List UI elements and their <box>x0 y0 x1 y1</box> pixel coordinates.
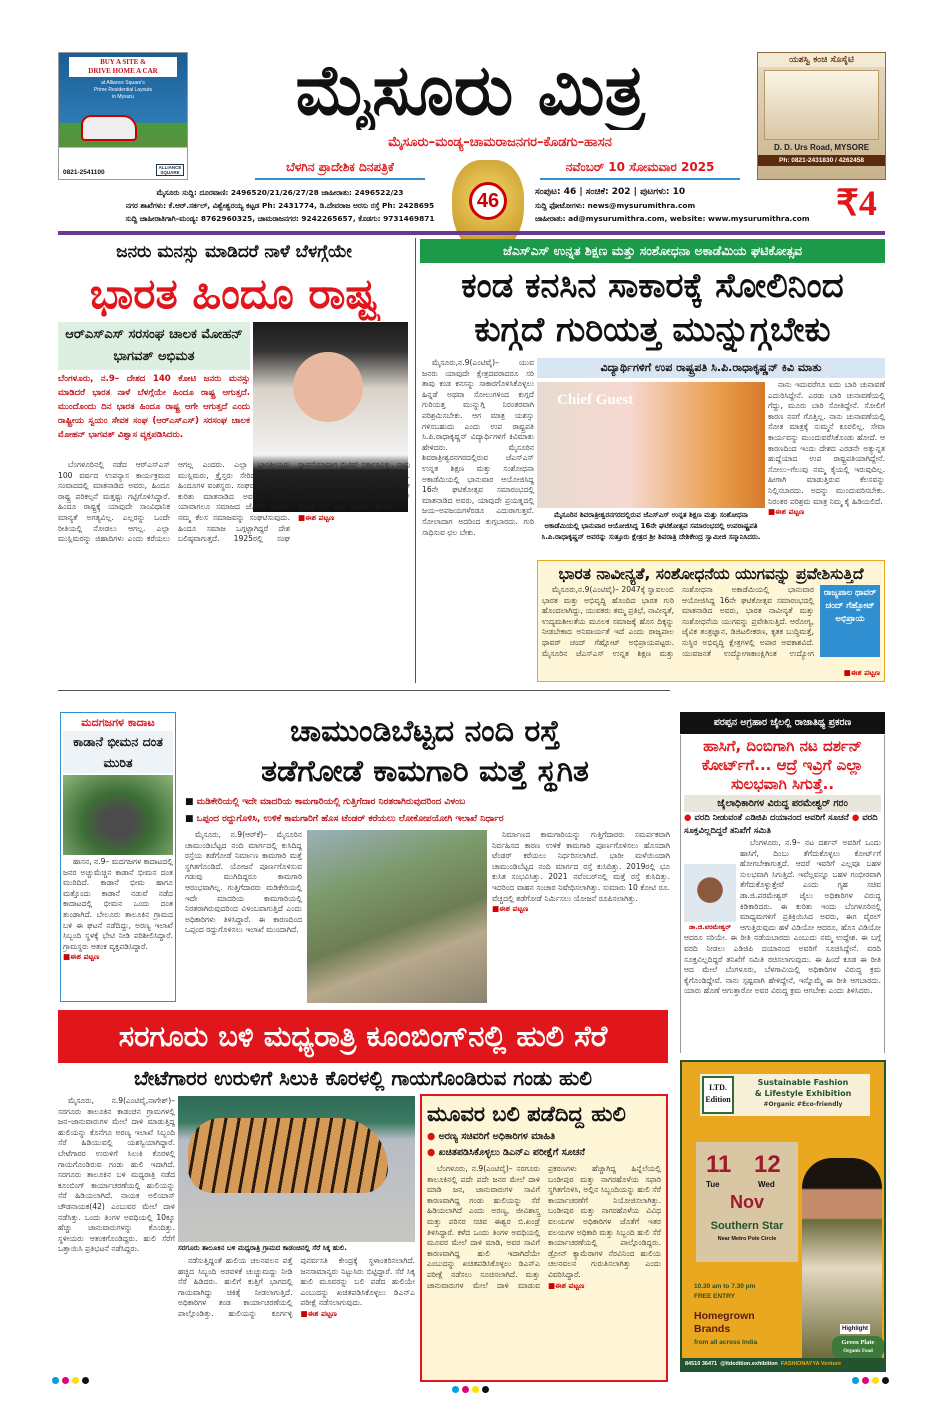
registration-marks <box>452 1386 492 1394</box>
ad-time: 10.30 am to 7.30 pm <box>694 1283 756 1290</box>
photo-caption: ಡಾ.ಜಿ.ಪರಮೇಶ್ವರ್ <box>689 923 731 931</box>
article-text: ಬೆಂಗಳೂರಿನಲ್ಲಿ ನಡೆದ ಆರ್‌ಎಸ್‌ಎಸ್ 100 ವರ್ಷದ ಉಪನ್ಯಾಸ ಕಾರ್ಯಕ್ರಮದ ಸಂವಾದದಲ್ಲಿ ಮಾತನಾಡಿದ ಅವರು, ಹಿಂದೂ ರಾಷ್ಟ್ರ ಪರಿಕಲ್ಪನೆ ಮತ್ತಷ್ಟು ಗಟ್ಟಿಗೊಳಿಸಿದ್ದಾರೆ. ಹಿಂದೂ ರಾಷ್ಟ್ರಕ್ಕೆ ಯಾವುದೇ ಸಾಂವಿಧಾನಿಕ ಮಾನ್ಯತೆ ಅಗತ್ಯವಿಲ್ಲ. ಎಲ್ಲರನ್ನು ಒಂದೇ ರೀತಿಯಲ್ಲಿ ನೋಡಲು ಆಗಲ್ಲ. ಎಲ್ಲಾ ಮುಸ್ಲಿಮರನ್ನು ಜಿಹಾದಿಗಳು ಎಂದು ಕರೆಯಲು ಆಗಲ್ಲ ಎಂದರು. ಎಲ್ಲಾ ಭಾರತೀಯರು ಮುಸ್ಲಿಮರು, ಕ್ರೈಸ್ತರು ಸೇರಿದಂತೆ ಎಲ್ಲರೂ ಹಿಂದೂಗಳ ವಂಶಸ್ಥರು. ಸಂಘದ ಬಗ್ಗೆ ಟೀಕೆಗಳ ಕುರಿತು ಮಾತನಾಡಿದ ಅವರು, ಸಂಘವು ಯಾವಾಗಲೂ ಸಮಾಜದ ಜೊತೆಗೆ ನಿಂತಿದೆ. ನಮ್ಮ ಕೆಲಸ ಸಮಾಜವನ್ನು ಸಂಘಟಿಸುವುದು. ಹಿಂದೂ ಸಮಾಜ ಒಗ್ಗಟ್ಟಾಗಿದ್ದರೆ ದೇಶ ಬಲಿಷ್ಠವಾಗುತ್ತದೆ. 1925ರಲ್ಲಿ ಸಂಘ ಸ್ಥಾಪನೆಯಾದಾಗ ಬ್ರಿಟಿಷ್ ಸರ್ಕಾರವಿತ್ತು. ನಾವು ಬ್ರಿಟಿಷರ ವಿರುದ್ಧ ಹೋರಾಟ ನಡೆಸಿದ್ದೇವೆ. ಸ್ವತಂತ್ರ ಭಾರತದ ಸರ್ಕಾರದ ಜೊತೆಗೆ ಸಂಘ ಯಾವುದೇ ಸಂಘರ್ಷ ಮಾಡಿಲ್ಲ. ಆರ್‌ಎಸ್‌ಎಸ್ ಸ್ವತಂತ್ರ ಸಂಸ್ಥೆ ಎಂದು ಕೋರ್ಟ್ ಹೇಳಿದೆ. <box>58 460 410 544</box>
ad-yashasvi[interactable] <box>757 52 886 180</box>
article-text: ಮೈಸೂರು,ನ.9(ಎಂಟಿವೈ)– ಯುವ ಜನರು ಯಾವುದೇ ಕ್ಷೇತ್ರದವರಾದರೂ ಸರಿ ತಾವು ಕಂಡ ಕನಸನ್ನು ಸಾಕಾರಗೊಳಿಸಿಕೊಳ್ಳಲು ಹಿನ್ನಡೆ ಅಥವಾ ಸೋಲುಗಳಿಂದ ಕುಗ್ಗದೆ ಗುರಿಯತ್ತ ಮುನ್ನುಗ್ಗಿ ನಿರಂತರವಾಗಿ ಪರಿಶ್ರಮಿಸಬೇಕು. ಆಗ ಮಾತ್ರ ಯಶಸ್ಸು ಗಳಿಸಬಹುದು ಎಂದು ಉಪ ರಾಷ್ಟ್ರಪತಿ ಸಿ.ಪಿ.ರಾಧಾಕೃಷ್ಣನ್ ವಿದ್ಯಾರ್ಥಿಗಳಿಗೆ ಕಿವಿಮಾತು ಹೇಳಿದರು. ಮೈಸೂರಿನ ಶಿವರಾತ್ರೀಶ್ವರನಗರದಲ್ಲಿರುವ ಜೆಎಸ್‌ಎಸ್ ಉನ್ನತ ಶಿಕ್ಷಣ ಮತ್ತು ಸಂಶೋಧನಾ ಅಕಾಡೆಮಿಯಲ್ಲಿ ಭಾನುವಾರ ಆಯೋಜಿಸಿದ್ದ 16ನೇ ಘಟಿಕೋತ್ಸವ ಸಮಾರಂಭದಲ್ಲಿ ಮಾತನಾಡಿದ ಅವರು, ಯಾವುದೇ ಪ್ರಯತ್ನದಲ್ಲಿ ಜಯ–ಅಪಜಯಗಳೆರಡೂ ಎದುರಾಗುತ್ತವೆ. ಸೋಲಾದಾಗ ಅದರಿಂದ ಕುಗ್ಗಬಾರದು. ಗುರಿ ಸಾಧಿಸುವ ಛಲ ಬೇಕು. <box>422 358 534 537</box>
three-killed-headline: ಮೂವರ ಬಲಿ ಪಡೆದಿದ್ದ ಹುಲಿ <box>427 1102 626 1126</box>
elephant-headline: ಕಾಡಾನೆ ಭೀಮನ ದಂತ ಮುರಿತ <box>63 731 173 773</box>
date-day: 11 <box>706 1151 732 1178</box>
chamundi-headline-2: ತಡೆಗೋಡೆ ಕಾಮಗಾರಿ ಮತ್ತೆ ಸ್ಥಗಿತ <box>261 754 589 789</box>
byline: ■ಈಶ ಪಟ್ಟಣ <box>300 1308 337 1318</box>
contact-line: ಸುದ್ದಿ ಜಾಹೀರಾತಿಗಾಗಿ–ಮಂಡ್ಯ: 8762960325, ಚಾಮರಾಜನಗರ: 9242265657, ಕೊಡಗು: 9731469871 <box>125 214 435 223</box>
ad-title: Sustainable Fashion <box>757 1078 849 1087</box>
ad-brands: Brands <box>694 1323 731 1335</box>
rss-body <box>58 460 410 680</box>
three-killed-body <box>427 1164 661 1376</box>
tiger-body-mid <box>178 1256 415 1381</box>
registration-marks <box>852 1377 892 1385</box>
ad-tags: #Organic #Eco-friendly <box>763 1101 843 1108</box>
anniversary-number: 46 <box>469 182 507 220</box>
ad-text: in Mysuru <box>112 94 134 100</box>
darshan-subhead: ಜೈಲಾಧಿಕಾರಿಗಳ ವಿರುದ್ಧ ಪರಮೇಶ್ವರ್ ಗರಂ <box>684 795 881 812</box>
rss-lede: ಬೆಂಗಳೂರು, ನ.9– ದೇಶದ 140 ಕೋಟಿ ಜನರು ಮನಸ್ಸು ಮಾಡಿದರೆ ಭಾರತ ನಾಳೆ ಬೆಳಗ್ಗೆಯೇ ಹಿಂದೂ ರಾಷ್ಟ್ರ ಆಗುತ್ತದೆ. ಮುಂದೊಂದು ದಿನ ಭಾರತ ಹಿಂದೂ ರಾಷ್ಟ್ರ ಆಗೇ ಆಗುತ್ತದೆ ಎಂದು ರಾಷ್ಟ್ರೀಯ ಸ್ವಯಂ ಸೇವಕ ಸಂಘ (ಆರ್‌ಎಸ್‌ಎಸ್) ಸರಸಂಘ ಚಾಲಕ ಮೋಹನ್ ಭಾಗವತ್ ವಿಶ್ವಾಸ ವ್ಯಕ್ತಪಡಿಸಿದರು. <box>58 374 250 440</box>
byline: ■ಈಶ ಪಟ್ಟಣ <box>548 1280 585 1290</box>
car-image <box>81 115 137 141</box>
ad-brand: ALLIANCE SQUARE <box>156 164 184 176</box>
governor-inset: ರಾಜ್ಯಪಾಲ ಥಾವರ್ ಚಂದ್ ಗೆಹ್ಲೋಟ್ ಅಭಿಪ್ರಾಯ <box>820 585 880 657</box>
contact-line: ಮೈಸೂರು ಸುದ್ದಿ: ದೂರವಾಣಿ: 2496520/21/26/27/28 ಜಾಹೀರಾತು: 2496522/23 <box>156 188 404 197</box>
darshan-bullet: ● ವರದಿ ನೀಡುವಂತೆ ಎಡಿಜಿಪಿ ದಯಾನಂದ ಅವರಿಗೆ ಸೂಚನೆ <box>684 813 849 823</box>
price: ₹4 <box>836 183 877 223</box>
ad-brands: from all across India <box>694 1339 758 1346</box>
article-text: ನಾನು ಇದುವರೆಗೂ ಐದು ಬಾರಿ ಚುನಾವಣೆ ಎದುರಿಸಿದ್ದೇನೆ. ಎರಡು ಬಾರಿ ಚುನಾವಣೆಯಲ್ಲಿ ಗೆದ್ದು, ಮೂರು ಬಾರಿ ಸೋತಿದ್ದೇನೆ. ಸೋಲಿಗೆ ಕಾರಣ ನನಗೆ ಗೊತ್ತಿಲ್ಲ. ನಾನು ಚುನಾವಣೆಯಲ್ಲಿ ಸೋತ ಮಾತ್ರಕ್ಕೆ ಸುಮ್ಮನೆ ಕೂರಲಿಲ್ಲ. ಸೇವಾ ಕಾರ್ಯವನ್ನು ಮುಂದುವರೆಸಿಕೊಂಡು ಹೋದೆ. ಆ ಕಾರಣದಿಂದ ಇಂದು ದೇಶದ ಎರಡನೇ ಅತ್ಯುನ್ನತ ಹುದ್ದೆಯಾದ ಉಪ ರಾಷ್ಟ್ರಪತಿಯಾಗಿದ್ದೇನೆ. ಸೋಲು–ಗೆಲುವು ನಮ್ಮ ಕೈಯಲ್ಲಿ ಇರುವುದಿಲ್ಲ. ಹೀಗಾಗಿ ಮಾಡುತ್ತಿರುವ ಕೆಲಸವನ್ನು ನಿಲ್ಲಿಸಬಾರದು. ಅದನ್ನು ಮುಂದುವರಿಸಬೇಕು. ನಿರಂತರ ಪರಿಶ್ರಮ ಮಾತ್ರ ನಿಮ್ಮ ಕೈ ಹಿಡಿಯಲಿದೆ. <box>768 380 885 506</box>
innovation-box <box>537 560 885 682</box>
ad-venture: FASHIONAYYA Venture <box>780 1361 842 1367</box>
article-text: ಮೈಸೂರು,ನ.9(ಎಂಟಿವೈ)– 2047ಕ್ಕೆ ಸ್ವಾವಲಂಬಿ ಭಾರತ ಮತ್ತು ಅಭಿವೃದ್ಧಿ ಹೊಂದಿದ ಭಾರತ ಗುರಿ ಹೊಂದಲಾಗಿದ್ದು, ಯುವಕರು ತಮ್ಮ ಪ್ರತಿಭೆ, ನಾವೀನ್ಯತೆ, ಉದ್ಯಮಶೀಲತೆಯ ಮೂಲಕ ಸಮಾಜಕ್ಕೆ ಹೊಸ ದಿಕ್ಕನ್ನು ನೀಡಬೇಕಾದ ಅನಿವಾರ್ಯತೆ ಇದೆ ಎಂದು ರಾಜ್ಯಪಾಲ ಥಾವರ್ ಚಂದ್ ಗೆಹ್ಲೋಟ್ ಅಭಿಪ್ರಾಯಪಟ್ಟರು. ಮೈಸೂರಿನ ಜೆಎಸ್‌ಎಸ್ ಉನ್ನತ ಶಿಕ್ಷಣ ಮತ್ತು ಸಂಶೋಧನಾ ಅಕಾಡೆಮಿಯಲ್ಲಿ ಭಾನುವಾರ ಆಯೋಜಿಸಿದ್ದ 16ನೇ ಘಟಿಕೋತ್ಸವ ಸಮಾರಂಭದಲ್ಲಿ ಮಾತನಾಡಿದ ಅವರು, ಭಾರತ ನಾವೀನ್ಯತೆ ಮತ್ತು ಸಂಶೋಧನೆಯ ಯುಗವನ್ನು ಪ್ರವೇಶಿಸುತ್ತಿದೆ. ಆರೋಗ್ಯ, ಜೈವಿಕ ತಂತ್ರಜ್ಞಾನ, ಡಿಜಿಟಲೀಕರಣ, ಕೃತಕ ಬುದ್ಧಿಮತ್ತೆ, ಸುಸ್ಥಿರ ಅಭಿವೃದ್ಧಿ ಕ್ಷೇತ್ರಗಳಲ್ಲಿ ಅಪಾರ ಅವಕಾಶವಿದೆ. ಯುವಜನತೆ ಉದ್ಯೋಗಾಕಾಂಕ್ಷಿಗಿಂತ ಉದ್ಯೋಗ <box>542 585 814 658</box>
jss-caption: ಮೈಸೂರಿನ ಶಿವರಾತ್ರೀಶ್ವರನಗರದಲ್ಲಿರುವ ಜೆಎಸ್‌ಎಸ್ ಉನ್ನತ ಶಿಕ್ಷಣ ಮತ್ತು ಸಂಶೋಧನಾ ಅಕಾಡೆಮಿಯಲ್ಲಿ ಭಾನುವಾರ ಆಯೋಜಿಸಿದ್ದ 16ನೇ ಘಟಿಕೋತ್ಸವ ಸಮಾರಂಭದಲ್ಲಿ ಉಪರಾಷ್ಟ್ರಪತಿ ಸಿ.ಪಿ.ರಾಧಾಕೃಷ್ಣನ್ ಅವರನ್ನು ಸುತ್ತೂರು ಕ್ಷೇತ್ರದ ಶ್ರೀ ಶಿವರಾತ್ರಿ ದೇಶಿಕೇಂದ್ರ ಸ್ವಾಮೀಜಿ ಸನ್ಮಾನಿಸಿದರು. <box>541 511 761 541</box>
article-text: ಮೈಸೂರು, ನ.9(ಎಂಟಿವೈ,ನಾಗೇಶ್)– ಸರಗೂರು ತಾಲೂಕಿನ ಕಾಡಂಚಿನ ಗ್ರಾಮಗಳಲ್ಲಿ ಜನ–ಜಾನುವಾರುಗಳ ಮೇಲೆ ದಾಳಿ ಮಾಡುತ್ತಿದ್ದ ಹುಲಿಯನ್ನು ಕೊನೆಗೂ ಅರಣ್ಯ ಇಲಾಖೆ ಸಿಬ್ಬಂದಿ ಸೆರೆ ಹಿಡಿಯುವಲ್ಲಿ ಯಶಸ್ವಿಯಾಗಿದ್ದಾರೆ. ಬೇಟೆಗಾರರ ಉರುಳಿಗೆ ಸಿಲುಕಿ ಕೊರಳಲ್ಲಿ ಗಾಯಗೊಂಡಿರುವ ಗಂಡು ಹುಲಿ ಇದಾಗಿದೆ. ಸರಗೂರು ತಾಲೂಕಿನ ಬಳಿ ಮಧ್ಯರಾತ್ರಿ ನಡೆದ ಕೂಂಬಿಂಗ್ ಕಾರ್ಯಾಚರಣೆಯಲ್ಲಿ ಹುಲಿಯನ್ನು ಸೆರೆ ಹಿಡಿಯಲಾಗಿದೆ. ನಾಯಕ ಅಲಿಯಾಸ್ ಚೌಡನಾಯಕ(42) ಎಂಬುವರ ಮೇಲೆ ದಾಳಿ ನಡೆಸಿತ್ತು. ಒಂದು ತಿಂಗಳ ಅವಧಿಯಲ್ಲಿ 10ಕ್ಕೂ ಹೆಚ್ಚು ಜಾನುವಾರುಗಳನ್ನು ಕೊಂದಿತ್ತು. ಸ್ಥಳೀಯರು ಆತಂಕಗೊಂಡಿದ್ದರು. ಹುಲಿ ಸೆರೆಗೆ ಒತ್ತಾಯಿಸಿ ಪ್ರತಿಭಟನೆ ನಡೆಸಿದ್ದರು. <box>58 1096 175 1254</box>
ad-ltd-edition[interactable] <box>680 1060 886 1372</box>
venue: Southern Star <box>710 1220 784 1232</box>
chamundi-headline-1: ಚಾಮುಂಡಿಬೆಟ್ಟದ ನಂದಿ ರಸ್ತೆ <box>290 714 560 749</box>
elephant-photo <box>63 775 173 855</box>
byline: ■ಈಶ ಪಟ್ಟಣ <box>63 952 100 962</box>
tiger-caption: ಸರಗೂರು ತಾಲೂಕಿನ ಬಳಿ ಮಧ್ಯರಾತ್ರಿ ಗ್ರಾಮದ ಕಾಡಂಚಿನಲ್ಲಿ ಸೆರೆ ಸಿಕ್ಕ ಹುಲಿ. <box>178 1244 347 1252</box>
ad-entry: FREE ENTRY <box>694 1293 735 1300</box>
ad-social: @ltdedition.exhibition <box>720 1361 778 1367</box>
ad-phone: 0821-2541100 <box>63 169 105 176</box>
green-plate-badge: Green Plate Organic Food <box>832 1336 884 1358</box>
elephant-box <box>60 712 176 1002</box>
issue-volume: ಸಂಪುಟ: 46 | ಸಂಚಿಕೆ: 202 | ಪುಟಗಳು: 10 <box>535 187 686 197</box>
newspaper-title: ಮೈಸೂರು ಮಿತ್ರ <box>295 50 645 130</box>
byline: ■ಈಶ ಪಟ್ಟಣ <box>768 507 805 517</box>
three-killed-bullet: ● ಅರಣ್ಯ ಸಚಿವರಿಗೆ ಅಧಿಕಾರಿಗಳ ಮಾಹಿತಿ <box>427 1129 661 1145</box>
darshan-banner: ಪರಪ್ಪನ ಅಗ್ರಹಾರ ಜೈಲಲ್ಲಿ ರಾಜಾತಿಥ್ಯ ಪ್ರಕರಣ <box>680 712 885 734</box>
jss-body-right <box>768 380 885 558</box>
jss-headline-2: ಕುಗ್ಗದೆ ಗುರಿಯತ್ತ ಮುನ್ನುಗ್ಗಬೇಕು <box>474 310 831 350</box>
venue-sub: Near Metro Pole Circle <box>717 1236 777 1242</box>
tiger-photo <box>178 1096 415 1242</box>
chamundi-body-right <box>492 830 670 1003</box>
ad-address: D. D. Urs Road, MYSORE <box>773 143 870 152</box>
ad-title: ಯಶಸ್ವಿ ಕಂಚಿ ಸೊಸೈಟಿ <box>758 53 885 67</box>
ad-phone: Ph: 0821-2431830 / 4262458 <box>758 155 885 166</box>
rss-headline: ಭಾರತ ಹಿಂದೂ ರಾಷ್ಟ್ರ <box>89 269 379 318</box>
darshan-box <box>680 735 885 1053</box>
tiger-body-left <box>58 1096 175 1381</box>
parameshwar-photo-block <box>684 864 736 933</box>
photo-banner-text: Chief Guest <box>557 392 634 408</box>
rss-kicker: ಜನರು ಮನಸ್ಸು ಮಾಡಿದರೆ ನಾಳೆ ಬೆಳಗ್ಗೆಯೇ <box>116 242 352 262</box>
ad-text: at Alliance Square's <box>101 80 145 86</box>
date-scroll <box>696 1142 798 1262</box>
article-text: ನಡೆಸುತ್ತಿದ್ದಂತೆ ಹುಲಿಯ ಚಲನವಲನ ಪತ್ತೆ ಹಚ್ಚಿದ ಸಿಬ್ಬಂದಿ ಅರವಳಿಕೆ ಚುಚ್ಚುಮದ್ದು ನೀಡಿ ಸೆರೆ ಹಿಡಿದರು. ಹುಲಿಗೆ ಕುತ್ತಿಗೆ ಭಾಗದಲ್ಲಿ ಗಾಯವಾಗಿದ್ದು ಚಿಕಿತ್ಸೆ ನೀಡಲಾಗುತ್ತಿದೆ. ಅಧಿಕಾರಿಗಳ ತಂಡ ಕಾರ್ಯಾಚರಣೆಯಲ್ಲಿ ಪಾಲ್ಗೊಂಡಿತ್ತು. ಹುಲಿಯನ್ನು ಕೂರ್ಗಳ್ಳಿ ಪುನರ್ವಸತಿ ಕೇಂದ್ರಕ್ಕೆ ಸ್ಥಳಾಂತರಿಸಲಾಗಿದೆ. ಜನಸಾಮಾನ್ಯರು ನಿಟ್ಟುಸಿರು ಬಿಟ್ಟಿದ್ದಾರೆ. ಸೆರೆ ಸಿಕ್ಕ ಹುಲಿ ಮೂವರನ್ನು ಬಲಿ ಪಡೆದ ಹುಲಿಯೇ ಎಂಬುದನ್ನು ಖಚಿತಪಡಿಸಿಕೊಳ್ಳಲು ಡಿಎನ್‌ಎ ಪರೀಕ್ಷೆ ನಡೆಸಲಾಗುವುದು. <box>178 1256 415 1318</box>
date-weekday: Tue <box>706 1180 720 1189</box>
chamundi-bullet: ■ ಒಪ್ಪಂದ ರದ್ದುಗೊಳಿಸಿ, ಉಳಿಕೆ ಕಾಮಗಾರಿಗೆ ಹೊಸ ಟೆಂಡರ್ ಕರೆಯಲು ಲೋಕೋಪಯೋಗಿ ಇಲಾಖೆ ನಿರ್ಧಾರ <box>185 814 504 824</box>
masthead-rule <box>58 231 885 235</box>
date-day: 12 <box>754 1151 781 1178</box>
section-rule <box>58 690 670 691</box>
elephant-kicker: ಮದಗಜಗಳ ಕಾದಾಟ <box>81 716 155 729</box>
date-weekday: Wed <box>758 1180 775 1189</box>
rss-subhead: ಆರ್‌ಎಸ್‌ಎಸ್ ಸರಸಂಘ ಚಾಲಕ ಮೋಹನ್ ಭಾಗವತ್ ಅಭಿಮತ <box>58 322 250 370</box>
three-killed-box <box>420 1094 668 1382</box>
jss-subhead: ವಿದ್ಯಾರ್ಥಿಗಳಿಗೆ ಉಪ ರಾಷ್ಟ್ರಪತಿ ಸಿ.ಪಿ.ರಾಧಾಕೃಷ್ಣನ್ ಕಿವಿ ಮಾತು <box>537 358 885 378</box>
news-email: ಸುದ್ದಿ ಫೋಟೋಗಳು: news@mysurumithra.com <box>535 201 696 210</box>
tiger-subhead: ಬೇಟೆಗಾರರ ಉರುಳಿಗೆ ಸಿಲುಕಿ ಕೊರಳಲ್ಲಿ ಗಾಯಗೊಂಡಿರುವ ಗಂಡು ಹುಲಿ <box>134 1066 592 1090</box>
jss-body-left <box>422 358 534 558</box>
regions-line: ಮೈಸೂರು–ಮಂಡ್ಯ–ಚಾಮರಾಜನಗರ–ಕೊಡಗು–ಹಾಸನ <box>388 135 612 150</box>
ad-highlight: Highlight <box>842 1326 868 1332</box>
three-killed-bullet: ● ಖಚಿತಪಡಿಸಿಕೊಳ್ಳಲು ಡಿಎನ್‌ಎ ಪರೀಕ್ಷೆಗೆ ಸೂಚನೆ <box>427 1145 661 1161</box>
article-text: ಮೈಸೂರು, ನ.9(ಆರ್‌ಕೆ)– ಮೈಸೂರಿನ ಚಾಮುಂಡಿಬೆಟ್ಟದ ನಂದಿ ಮಾರ್ಗದಲ್ಲಿ ಕುಸಿದಿದ್ದ ರಸ್ತೆಯ ತಡೆಗೋಡೆ ನಿರ್ಮಾಣ ಕಾಮಗಾರಿ ಮತ್ತೆ ಸ್ಥಗಿತಗೊಂಡಿದೆ. ಯೋಜನೆ ಪೂರ್ಣಗೊಳಿಸುವ ಗಡುವು ಮುಗಿದಿದ್ದರೂ ಕಾಮಗಾರಿ ಆರಂಭವಾಗಿಲ್ಲ. ಗುತ್ತಿಗೆದಾರರು ಮಡಿಕೇರಿಯಲ್ಲಿ ಇದೇ ಮಾದರಿಯ ಕಾಮಗಾರಿಯಲ್ಲಿ ನಿರತರಾಗಿರುವುದರಿಂದ ವಿಳಂಬವಾಗುತ್ತಿದೆ ಎಂದು ಅಧಿಕಾರಿಗಳು ತಿಳಿಸಿದ್ದಾರೆ. ಈ ಕಾರಣದಿಂದ ಒಪ್ಪಂದ ರದ್ದುಗೊಳಿಸಲು ಇಲಾಖೆ ಮುಂದಾಗಿದೆ. <box>185 830 302 935</box>
issue-date: ನವೆಂಬರ್ 10 ಸೋಮವಾರ 2025 <box>540 160 740 180</box>
ad-alliance-square[interactable] <box>58 52 188 180</box>
byline: ■ಈಶ ಪಟ್ಟಣ <box>298 512 335 522</box>
innovation-headline: ಭಾರತ ನಾವೀನ್ಯತೆ, ಸಂಶೋಧನೆಯ ಯುಗವನ್ನು ಪ್ರವೇಶಿಸುತ್ತಿದೆ <box>558 565 864 583</box>
column-divider <box>415 238 416 683</box>
jss-headline-1: ಕಂಡ ಕನಸಿನ ಸಾಕಾರಕ್ಕೆ ಸೋಲಿನಿಂದ <box>461 266 844 306</box>
article-text: ನಿರ್ಮಾಣದ ಕಾಮಗಾರಿಯನ್ನು ಗುತ್ತಿಗೆದಾರರು ಸಮರ್ಪಕವಾಗಿ ನಿರ್ವಹಿಸದ ಕಾರಣ ಉಳಿಕೆ ಕಾಮಗಾರಿ ಪೂರ್ಣಗೊಳಿಸಲು ಹೊಸದಾಗಿ ಟೆಂಡರ್ ಕರೆಯಲು ನಿರ್ಧರಿಸಲಾಗಿದೆ. ಭಾರೀ ಮಳೆಯಿಂದಾಗಿ ಚಾಮುಂಡಿಬೆಟ್ಟದ ನಂದಿ ಮಾರ್ಗದ ರಸ್ತೆ ಕುಸಿದಿತ್ತು. 2019ರಲ್ಲಿ ಭೂ ಕುಸಿತ ಸಂಭವಿಸಿತ್ತು. 2021 ನವೆಂಬರ್‌ನಲ್ಲಿ ಮತ್ತೆ ರಸ್ತೆ ಕುಸಿದಿತ್ತು. ಇದರಿಂದ ವಾಹನ ಸಂಚಾರ ನಿಷೇಧಿಸಲಾಗಿತ್ತು. ಸುಮಾರು 10 ಕೋಟಿ ರೂ. ವೆಚ್ಚದಲ್ಲಿ ತಡೆಗೋಡೆ ನಿರ್ಮಿಸಲು ಯೋಜನೆ ರೂಪಿಸಲಾಗಿತ್ತು. <box>492 830 670 903</box>
byline: ■ಈಶ ಪಟ್ಟಣ <box>843 668 880 677</box>
ad-text: Prime Residential Layouts <box>93 87 153 93</box>
jss-banner: ಜೆಎಸ್‌ಎಸ್ ಉನ್ನತ ಶಿಕ್ಷಣ ಮತ್ತು ಸಂಶೋಧನಾ ಅಕಾಡೆಮಿಯ ಘಟಿಕೋತ್ಸವ <box>420 239 885 263</box>
ad-headline: BUY A SITE & DRIVE HOME A CAR <box>69 57 177 77</box>
convocation-photo <box>537 382 765 508</box>
showroom-image <box>764 70 879 140</box>
chamundi-bullet: ■ ಮಡಿಕೇರಿಯಲ್ಲಿ ಇದೇ ಮಾದರಿಯ ಕಾಮಗಾರಿಯಲ್ಲಿ ಗುತ್ತಿಗೆದಾರ ನಿರತರಾಗಿರುವುದರಿಂದ ವಿಳಂಬ <box>185 797 466 807</box>
registration-marks <box>52 1377 92 1385</box>
ad-brands: Homegrown <box>694 1310 755 1322</box>
contact-line: ನಗರ ಶಾಖೆಗಳು: ಕೆ.ಆರ್.ಸರ್ಕಲ್, ವಿಶ್ವೇಶ್ವರಯ್ಯ ಕಟ್ಟಡ Ph: 2431774, ಡಿ.ದೇವರಾಜ ಅರಸು ರಸ್ತೆ Ph: 2428695 <box>125 201 435 210</box>
article-text: ಬೆಂಗಳೂರು, ನ.9(ಎಂಟಿವೈ)– ಸರಗೂರು ತಾಲೂಕಿನಲ್ಲಿ ಪದೇ ಪದೇ ಜನರ ಮೇಲೆ ದಾಳಿ ಮಾಡಿ ಜನ, ಜಾನುವಾರುಗಳ ಸಾವಿಗೆ ಕಾರಣವಾಗಿದ್ದ ಗಂಡು ಹುಲಿಯನ್ನು ಸೆರೆ ಹಿಡಿಯಲಾಗಿದೆ ಎಂದು ಅರಣ್ಯ, ಜೀವಿಶಾಸ್ತ್ರ ಮತ್ತು ಪರಿಸರ ಸಚಿವ ಈಶ್ವರ ಬಿ.ಖಂಡ್ರೆ ತಿಳಿಸಿದ್ದಾರೆ. ಕಳೆದ ಒಂದು ತಿಂಗಳ ಅವಧಿಯಲ್ಲಿ ಮೂವರ ಮೇಲೆ ದಾಳಿ ಮಾಡಿ, ಅವರ ಸಾವಿಗೆ ಕಾರಣವಾಗಿದ್ದ ಹುಲಿ ಇದಾಗಿದೆಯೇ ಎಂಬುದನ್ನು ಖಚಿತಪಡಿಸಿಕೊಳ್ಳಲು ಡಿಎನ್‌ಎ ಪರೀಕ್ಷೆ ನಡೆಸಲು ಸೂಚಿಸಲಾಗಿದೆ. ಮತ್ತು ಜಾನುವಾರುಗಳ ಮೇಲೆ ದಾಳಿ ಮಾಡುವ ಪ್ರಕರಣಗಳು ಹೆಚ್ಚಾಗಿದ್ದ ಹಿನ್ನೆಲೆಯಲ್ಲಿ ಬಂಡೀಪುರ ಮತ್ತು ನಾಗರಹೊಳೆಯ ಸಫಾರಿ ಸ್ಥಗಿತಗೊಳಿಸಿ, ಅಲ್ಲಿನ ಸಿಬ್ಬಂದಿಯನ್ನು ಹುಲಿ ಸೆರೆ ಕಾರ್ಯಾಚರಣೆಗೆ ನಿಯೋಜಿಸಲಾಗಿತ್ತು. ಬಂಡೀಪುರ ಮತ್ತು ನಾಗರಹೊಳೆಯ ವಿವಿಧ ವಲಯಗಳ ಅಧಿಕಾರಿಗಳ ಜೊತೆಗೆ ಇತರ ವಲಯಗಳ ಅಧಿಕಾರಿ ಮತ್ತು ಸಿಬ್ಬಂದಿ ಹುಲಿ ಸೆರೆ ಕಾರ್ಯಾಚರಣೆಯಲ್ಲಿ ಪಾಲ್ಗೊಂಡಿದ್ದರು. ಡ್ರೋನ್ ಕ್ಯಾಮೆರಾಗಳ ನೆರವಿನಿಂದ ಹುಲಿಯ ಚಲನವಲನ ಗುರುತಿಸಲಾಗಿತ್ತು ಎಂದು ವಿವರಿಸಿದ್ದಾರೆ. <box>427 1164 661 1290</box>
parameshwar-photo <box>684 864 736 922</box>
ad-title: & Lifestyle Exhibition <box>754 1089 852 1098</box>
date-month: Nov <box>729 1192 764 1212</box>
darshan-bullet: ● ವರದಿ ಸೂಕ್ತವಿಲ್ಲದಿದ್ದರೆ ತನಿಖೆಗೆ ಸಮಿತಿ <box>684 813 878 836</box>
retaining-wall-photo <box>307 830 487 1003</box>
ad-email: ಜಾಹೀರಾತು: ad@mysurumithra.com, website: www.mysurumithra.com <box>535 214 810 223</box>
article-text: ಬೆಂಗಳೂರು, ನ.9– ನಟ ದರ್ಶನ್ ಅವರಿಗೆ ಒಂದು ಹಾಸಿಗೆ, ದಿಂಬು ತೆಗೆದುಕೊಳ್ಳಲು ಕೋರ್ಟ್‌ಗೆ ಹೋಗಬೇಕಾಗುತ್ತದೆ. ಆದರೆ ಇವರಿಗೆ ಎಲ್ಲವೂ ಬಹಳ ಸುಲಭವಾಗಿ ಸಿಗುತ್ತಿದೆ. ಇವೆಲ್ಲವನ್ನೂ ಬಹಳ ಗಂಭೀರವಾಗಿ ತೆಗೆದುಕೊಳ್ಳುತ್ತೇವೆ ಎಂದು ಗೃಹ ಸಚಿವ ಡಾ.ಜಿ.ಪರಮೇಶ್ವರ್ ಜೈಲು ಅಧಿಕಾರಿಗಳ ವಿರುದ್ಧ ಕಿಡಿಕಾರಿದರು. ಈ ಕುರಿತು ಇಂದು ಬೆಂಗಳೂರಿನಲ್ಲಿ ಮಾಧ್ಯಮಗಳಿಗೆ ಪ್ರತಿಕ್ರಿಯಿಸಿದ ಅವರು, ಈಗ ವೈರಲ್ ಆಗುತ್ತಿರುವುದು ಹಳೆ ವಿಡಿಯೋ ಆದರೂ, ಹೊಸ ವಿಡಿಯೋ ಆದರೂ ಸರಿಯೇ. ಈ ರೀತಿ ನಡೆಯಬಾರದು ಎಂಬುದು ನಮ್ಮ ಉದ್ದೇಶ. ಈ ಬಗ್ಗೆ ವರದಿ ನೀಡಲು ಎಡಿಜಿಪಿ ದಯಾನಂದ ಅವರಿಗೆ ಸೂಚಿಸಿದ್ದೇನೆ. ವರದಿ ಸೂಕ್ತವಿಲ್ಲದಿದ್ದರೆ ತನಿಖೆಗೆ ಸಮಿತಿ ರಚಿಸಲಾಗುವುದು. ಈ ಹಿಂದೆ ಕೂಡ ಈ ರೀತಿ ಆದ ಮೇಲೆ ಬೆಂಗಳೂರು, ಬೆಳಗಾವಿಯಲ್ಲಿ ಅಧಿಕಾರಿಗಳ ವಿರುದ್ಧ ಕ್ರಮ ಕೈಗೊಂಡಿದ್ದೇವೆ. ನಾನು ಸ್ಪಷ್ಟವಾಗಿ ಹೇಳಿದ್ದೇನೆ, ಇನ್ನೊಮ್ಮೆ ಈ ರೀತಿ ಆಗಬಾರದು. ಯಾರು ಹೊಣೆ ಆಗುತ್ತಾರೋ ಅವರ ವಿರುದ್ಧ ಕ್ರಮ ಆಗಬೇಕು ಎಂದು ತಿಳಿಸಿದರು. <box>684 838 881 996</box>
ad-phone: 84510 36471 <box>685 1361 718 1367</box>
tagline: ಬೆಳಗಿನ ಪ್ರಾದೇಶಿಕ ದಿನಪತ್ರಿಕೆ <box>255 160 425 180</box>
ltd-logo: LTD. Edition <box>702 1076 734 1114</box>
chamundi-body-left <box>185 830 302 1003</box>
darshan-headline: ಹಾಸಿಗೆ, ದಿಂಬಿಗಾಗಿ ನಟ ದರ್ಶನ್ ಕೋರ್ಟ್‌ಗೆ... ಆದ್ರೆ ಇವ್ರಿಗೆ ಎಲ್ಲಾ ಸುಲಭವಾಗಿ ಸಿಗುತ್ತೆ.. <box>701 737 864 793</box>
byline: ■ಈಶ ಪಟ್ಟಣ <box>492 904 529 914</box>
innovation-body <box>542 585 814 667</box>
tiger-headline: ಸರಗೂರು ಬಳಿ ಮಧ್ಯರಾತ್ರಿ ಕೂಂಬಿಂಗ್‌ನಲ್ಲಿ ಹುಲಿ ಸೆರೆ <box>58 1010 668 1063</box>
article-text: ಹಾಸನ, ನ.9– ಮದಗಜಗಳ ಕಾದಾಟದಲ್ಲಿ ಜನರ ಅಚ್ಚುಮೆಚ್ಚಿನ ಕಾಡಾನೆ ಭೀಮನ ದಂತ ಮುರಿದಿದೆ. ಕಾಡಾನೆ ಭೀಮ ಹಾಗೂ ಮತ್ತೊಂದು ಕಾಡಾನೆ ನಡುವೆ ನಡೆದ ಕಾದಾಟದಲ್ಲಿ ಭೀಮನ ಒಂದು ದಂತ ತುಂಡಾಗಿದೆ. ಬೇಲೂರು ತಾಲೂಕಿನ ಗ್ರಾಮದ ಬಳಿ ಈ ಘಟನೆ ನಡೆದಿದ್ದು, ಅರಣ್ಯ ಇಲಾಖೆ ಸಿಬ್ಬಂದಿ ಸ್ಥಳಕ್ಕೆ ಭೇಟಿ ನೀಡಿ ಪರಿಶೀಲಿಸಿದ್ದಾರೆ. ಗ್ರಾಮಸ್ಥರು ಆತಂಕ ವ್ಯಕ್ತಪಡಿಸಿದ್ದಾರೆ. <box>63 857 173 951</box>
